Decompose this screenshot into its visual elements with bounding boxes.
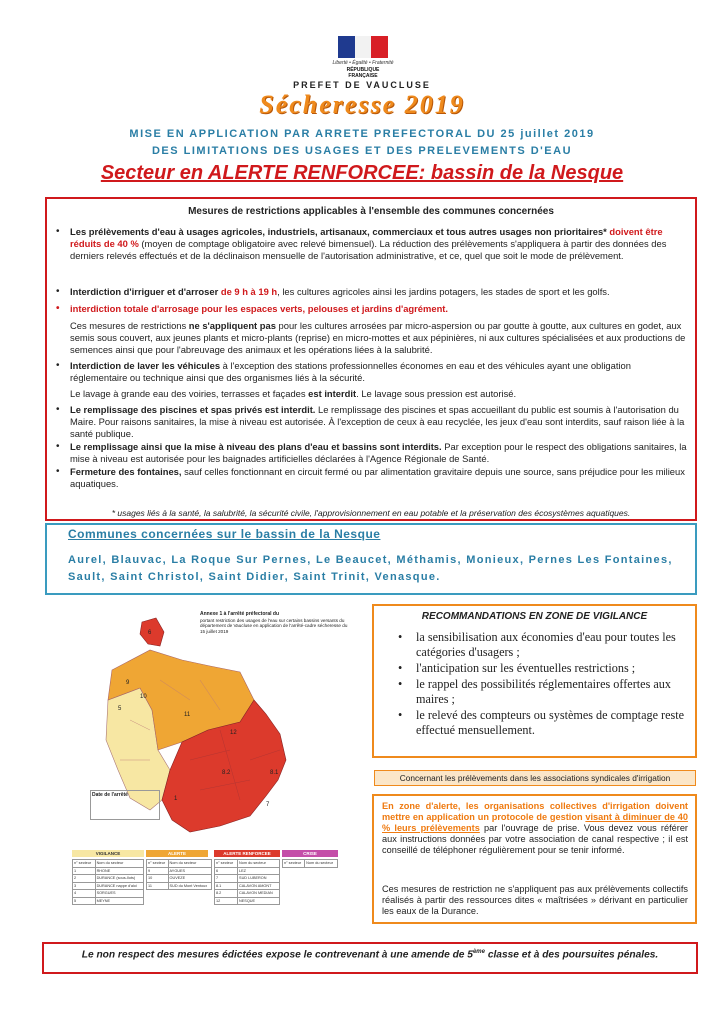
logo-motto: Liberté • Égalité • Fraternité: [332, 60, 394, 66]
zone-label-8-2: 8.2: [222, 770, 231, 776]
decree-date-label: Date de l'arrêté: [92, 792, 128, 798]
measure-item-ponds: • Le remplissage ainsi que la mise à niveau des plans d'eau et bassins sont interdits. Par exception pour le respect des obligations sanitaires, la mise à niveau est autorisée pour les baignades artificielles déclarées à l'Agence Régionale de Santé.: [56, 441, 687, 464]
bullet-icon: •: [56, 226, 60, 237]
bullet-icon: •: [56, 360, 60, 371]
legend-alerte: ALERTE: [146, 850, 208, 857]
legend-table-alerte: n° secteur Nom du secteur 9 AYGUES 10 OUVEZE 11 SUD du Mont Ventoux: [146, 859, 212, 890]
communes-list: Aurel, Blauvac, La Roque Sur Pernes, Le Beaucet, Méthamis, Monieux, Pernes Les Fontaines, Sault, Saint Christol, Saint Didier, Saint Trinit, Venasque.: [68, 554, 673, 583]
penalty-notice: Le non respect des mesures édictées expose le contrevenant à une amende de 5ème classe et à des poursuites pénales.: [81, 949, 659, 961]
sector-title: Secteur en ALERTE RENFORCEE: bassin de la Nesque: [100, 162, 624, 184]
legend-table-crise: n° secteur Nom du secteur: [282, 859, 338, 868]
bullet-icon: •: [56, 303, 60, 314]
legend-crise: CRISE: [282, 850, 338, 857]
zone-label-7: 7: [266, 802, 270, 808]
measure-item-irrigation: • Interdiction d'irriguer et d'arroser de 9 h à 19 h, les cultures agricoles ainsi les jardins potagers, les stades de sport et les golfs.: [56, 286, 610, 297]
map-zone-lez: [140, 618, 164, 646]
map-annex: Annexe 1 à l'arrêté préfectoral du portant restriction des usages de l'eau sur certains bassins versants du département de Vaucluse en application de l'arrêté-cadre sécheresse du 15 juillet 2019: [200, 611, 348, 634]
recommendation-item: • le relevé des compteurs ou systèmes de comptage reste effectué mensuellement.: [398, 708, 685, 737]
zone-label-1: 1: [174, 796, 178, 802]
zone-label-6: 6: [148, 630, 152, 636]
prefet-label: PREFET DE VAUCLUSE: [293, 80, 431, 90]
bullet-icon: •: [56, 441, 60, 452]
irrigation-protocol: En zone d'alerte, les organisations collectives d'irrigation doivent mettre en application un protocole de gestion visant à diminuer de 40 % leurs prélèvements par l'ouvrage de prise. Vous devez vous référer aux instructions données par votre association de canal respective ; il est conseillé de téléphoner régulièrement pour se tenir informé.: [382, 801, 688, 855]
bullet-icon: •: [56, 404, 60, 415]
zone-label-10: 10: [140, 694, 147, 700]
bullet-icon: •: [398, 708, 403, 722]
legend-table-vigilance: n° secteur Nom du secteur 1 RHONE 2 DURANCE (sous-Ilots) 3 DURANCE nappe d'aloi 4 SORGUES 5 MEYNE: [72, 859, 144, 905]
bullet-icon: •: [56, 466, 60, 477]
bullet-icon: •: [398, 677, 403, 691]
recommendation-item: • le rappel des possibilités réglementaires offertes aux maires ;: [398, 677, 671, 706]
bullet-icon: •: [56, 286, 60, 297]
page-title: Sécheresse 2019: [259, 90, 465, 119]
logo-republic: RÉPUBLIQUE FRANÇAISE: [346, 67, 380, 79]
recommendations-title: RECOMMANDATIONS EN ZONE DE VIGILANCE: [421, 611, 648, 622]
zone-label-9: 9: [126, 680, 130, 686]
irrigation-exception: Ces mesures de restriction ne s'appliquent pas aux prélèvements collectifs réalisés à partir des ressources dites « maîtrisées » dérivant en particulier les eaux de la Durance.: [382, 884, 688, 916]
bullet-icon: •: [398, 661, 403, 675]
zone-label-12: 12: [230, 730, 237, 736]
measure-item-pools: • Le remplissage des piscines et spas privés est interdit. Le remplissage des piscines et spas accueillant du public est soumis à l'autorisation du Maire. Pour raisons sanitaires, la mise à niveau est autorisée. À l'exception de ceux à eau recyclée, les jeux d'eau sont interdits, sauf raison liée à la santé publique.: [56, 404, 685, 439]
zone-label-5: 5: [118, 706, 122, 712]
recommendation-item: • la sensibilisation aux économies d'eau pour toutes les catégories d'usagers ;: [398, 630, 676, 659]
republic-logo: [332, 36, 394, 78]
footnote: * usages liés à la santé, la salubrité, la sécurité civile, l'approvisionnement en eau potable et la préservation des écosystèmes aquatiques.: [111, 508, 631, 518]
measure-item-withdrawals: • Les prélèvements d'eau à usages agricoles, industriels, artisanaux, commerciaux et tous autres usages non prioritaires* doivent être réduits de 40 % (moyen de comptage obligatoire avec relevé bimensuel). La réduction des prélèvements s'appliquera à partir des données des derniers relevés effectués et de la déclinaison mensuelle de l'autorisation administrative, et ce, quel que soit le mode de prélèvement.: [56, 226, 667, 261]
recommendation-item: • l'anticipation sur les éventuelles restrictions ;: [398, 661, 636, 675]
measure-item-fountains: • Fermeture des fontaines, sauf celles fonctionnant en circuit fermé ou par alimentation gravitaire depuis une source, sans préjudice pour les milieux aquatiques.: [56, 466, 685, 489]
irrigation-heading: Concernant les prélèvements dans les associations syndicales d'irrigation: [374, 770, 696, 786]
measures-heading: Mesures de restrictions applicables à l'ensemble des communes concernées: [188, 206, 554, 217]
subtitle-limitations: DES LIMITATIONS DES USAGES ET DES PRELEVEMENTS D'EAU: [151, 145, 573, 157]
measure-item-watering-ban: • interdiction totale d'arrosage pour les espaces verts, pelouses et jardins d'agrément.: [56, 303, 449, 314]
legend-table-renforcee: n° secteur Nom du secteur 6 LEZ 7 SUD LUBERON 8.1 CALAVON AMONT 8.2 CALAVON MEDIAN 12 NESQUE: [214, 859, 280, 905]
measure-item-vehicles: • Interdiction de laver les véhicules à l'exception des stations professionnelles économes en eau et des véhicules ayant une obligation réglementaire ou technique ainsi que des organismes liés à la sécurité.: [56, 360, 631, 383]
legend-vigilance: VIGILANCE: [72, 850, 144, 857]
legend-alerte-renforcee: ALERTE RENFORCEE: [214, 850, 280, 857]
bullet-icon: •: [398, 630, 403, 644]
flag-icon: [338, 36, 388, 58]
zone-label-8-1: 8.1: [270, 770, 279, 776]
measure-exceptions: Ces mesures de restrictions ne s'appliquent pas pour les cultures arrosées par micro-aspersion ou par goutte à goutte, aux cultures en godet, aux semis sous couvert, aux jeunes plants et micro-plants (reprise) en micro-mottes et aux pépinières, ni aux cultures spécialisées et aux productions de semences ainsi que pour l'abreuvage des animaux et les opérations liées à la salubrité.: [70, 320, 686, 355]
zone-label-11: 11: [184, 712, 191, 718]
communes-title: Communes concernées sur le bassin de la Nesque: [68, 527, 381, 541]
subtitle-decree: MISE EN APPLICATION PAR ARRETE PREFECTORAL DU 25 juillet 2019: [129, 128, 595, 140]
measure-washing: Le lavage à grande eau des voiries, terrasses et façades est interdit. Le lavage sous pression est autorisé.: [70, 388, 517, 399]
